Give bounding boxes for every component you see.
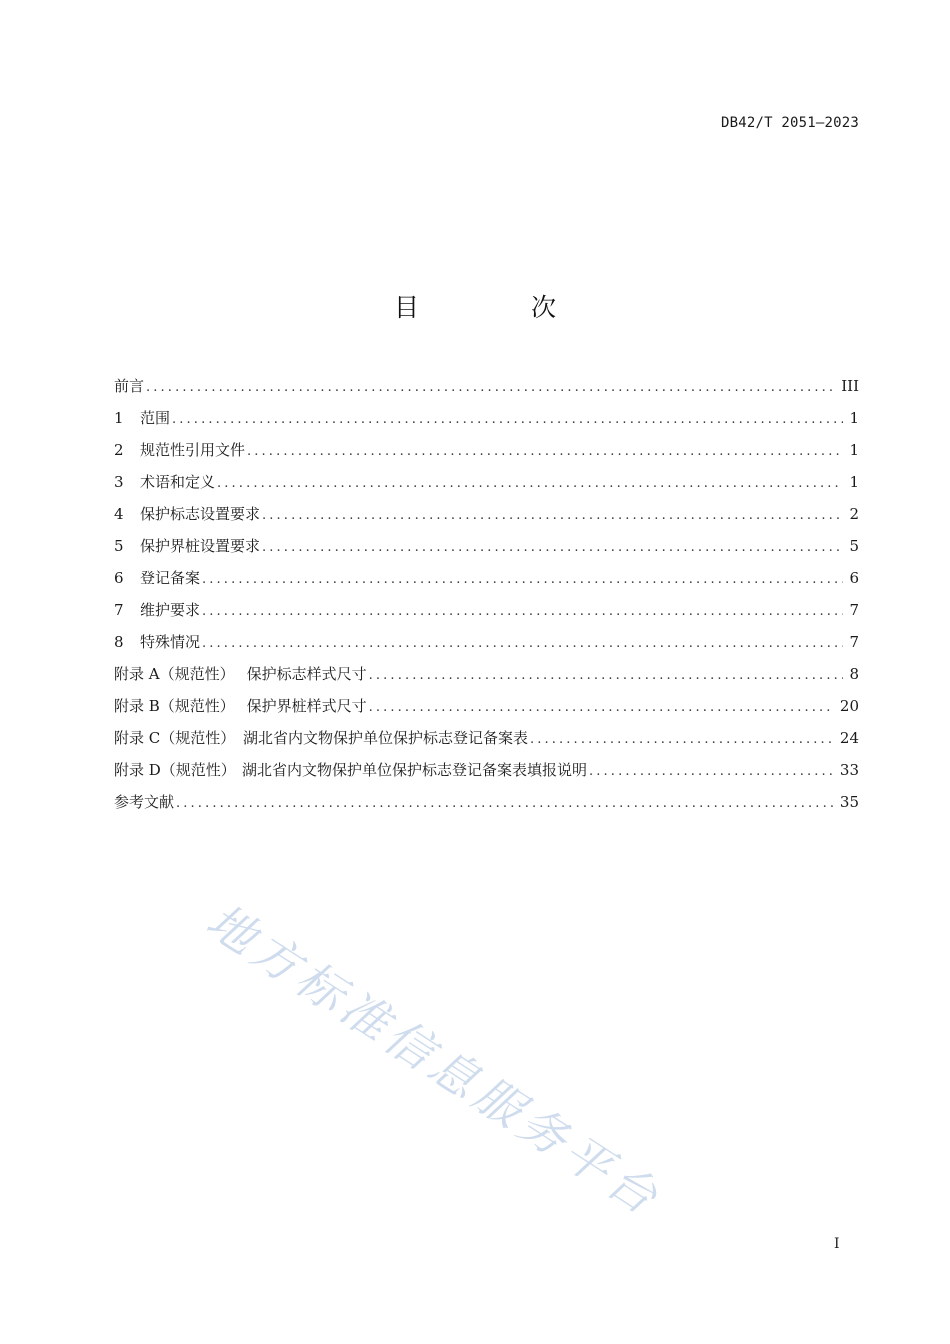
toc-entry-page: III bbox=[841, 377, 859, 395]
toc-title: 目 次 bbox=[394, 293, 608, 322]
toc-leader-dots bbox=[369, 696, 834, 720]
toc-entry-label: 湖北省内文物保护单位保护标志登记备案表填报说明 bbox=[242, 761, 588, 779]
toc-entry-sign-requirements[interactable] bbox=[114, 502, 859, 534]
toc-entry-maintenance[interactable] bbox=[114, 598, 859, 630]
toc-leader-dots bbox=[172, 408, 843, 432]
toc-entry-terms-definitions[interactable] bbox=[114, 470, 859, 502]
toc-leader-dots bbox=[262, 504, 843, 528]
toc-entry-label: 保护标志设置要求 bbox=[140, 505, 261, 523]
toc-entry-number: 7 bbox=[114, 601, 124, 619]
toc-entry-label: 范围 bbox=[140, 409, 171, 427]
toc-entry-number: 4 bbox=[114, 505, 124, 523]
toc-entry-special-cases[interactable] bbox=[114, 630, 859, 662]
toc-entry-label: 维护要求 bbox=[140, 601, 201, 619]
toc-leader-dots bbox=[202, 600, 843, 624]
toc-entry-label: 前言 bbox=[114, 377, 145, 395]
toc-entry-number: 附录 A（规范性） bbox=[114, 665, 235, 683]
toc-entry-page: 1 bbox=[849, 441, 859, 459]
toc-entry-page: 35 bbox=[839, 793, 859, 811]
toc-entry-number: 6 bbox=[114, 569, 124, 587]
toc-entry-foreword[interactable] bbox=[114, 374, 859, 406]
toc-entry-label: 保护标志样式尺寸 bbox=[246, 665, 367, 683]
toc-entry-page: 2 bbox=[849, 505, 859, 523]
toc-leader-dots bbox=[176, 792, 834, 816]
toc-entry-boundary-stake-requirements[interactable] bbox=[114, 534, 859, 566]
toc-entry-label: 保护界桩设置要求 bbox=[140, 537, 261, 555]
document-code: DB42/T 2051—2023 bbox=[720, 115, 859, 131]
toc-entry-number: 附录 B（规范性） bbox=[114, 697, 235, 715]
toc-entry-label: 登记备案 bbox=[140, 569, 201, 587]
toc-entry-page: 8 bbox=[849, 665, 859, 683]
toc-entry-label: 参考文献 bbox=[114, 793, 175, 811]
toc-entry-number: 3 bbox=[114, 473, 124, 491]
toc-entry-appendix-b[interactable] bbox=[114, 694, 859, 726]
toc-leader-dots bbox=[262, 536, 843, 560]
toc-entry-number: 附录 D（规范性） bbox=[114, 761, 236, 779]
toc-leader-dots bbox=[589, 760, 834, 784]
table-of-contents bbox=[114, 374, 859, 822]
toc-leader-dots bbox=[247, 440, 843, 464]
toc-entry-page: 7 bbox=[849, 601, 859, 619]
toc-entry-label: 特殊情况 bbox=[140, 633, 201, 651]
toc-entry-scope[interactable] bbox=[114, 406, 859, 438]
toc-leader-dots bbox=[202, 568, 843, 592]
toc-leader-dots bbox=[217, 472, 843, 496]
toc-leader-dots bbox=[369, 664, 843, 688]
toc-entry-label: 术语和定义 bbox=[140, 473, 216, 491]
toc-entry-appendix-c[interactable] bbox=[114, 726, 859, 758]
toc-entry-page: 20 bbox=[839, 697, 859, 715]
toc-entry-page: 6 bbox=[849, 569, 859, 587]
toc-entry-page: 1 bbox=[849, 473, 859, 491]
toc-entry-page: 1 bbox=[849, 409, 859, 427]
watermark-text: 地方标准信息服务平台 bbox=[196, 893, 672, 1229]
toc-entry-page: 33 bbox=[839, 761, 859, 779]
toc-entry-label: 湖北省内文物保护单位保护标志登记备案表 bbox=[242, 729, 528, 747]
toc-entry-bibliography[interactable] bbox=[114, 790, 859, 822]
toc-entry-number: 2 bbox=[114, 441, 124, 459]
toc-entry-page: 24 bbox=[839, 729, 859, 747]
toc-entry-appendix-a[interactable] bbox=[114, 662, 859, 694]
toc-entry-page: 5 bbox=[849, 537, 859, 555]
toc-leader-dots bbox=[202, 632, 843, 656]
toc-entry-number: 8 bbox=[114, 633, 124, 651]
toc-leader-dots bbox=[530, 728, 834, 752]
toc-entry-number: 1 bbox=[114, 409, 124, 427]
toc-entry-number: 附录 C（规范性） bbox=[114, 729, 236, 747]
toc-entry-normative-references[interactable] bbox=[114, 438, 859, 470]
toc-entry-registration[interactable] bbox=[114, 566, 859, 598]
toc-entry-page: 7 bbox=[849, 633, 859, 651]
toc-leader-dots bbox=[146, 376, 835, 400]
toc-entry-number: 5 bbox=[114, 537, 124, 555]
toc-entry-label: 保护界桩样式尺寸 bbox=[246, 697, 367, 715]
toc-entry-label: 规范性引用文件 bbox=[140, 441, 246, 459]
toc-entry-appendix-d[interactable] bbox=[114, 758, 859, 790]
page-number: I bbox=[834, 1236, 840, 1252]
